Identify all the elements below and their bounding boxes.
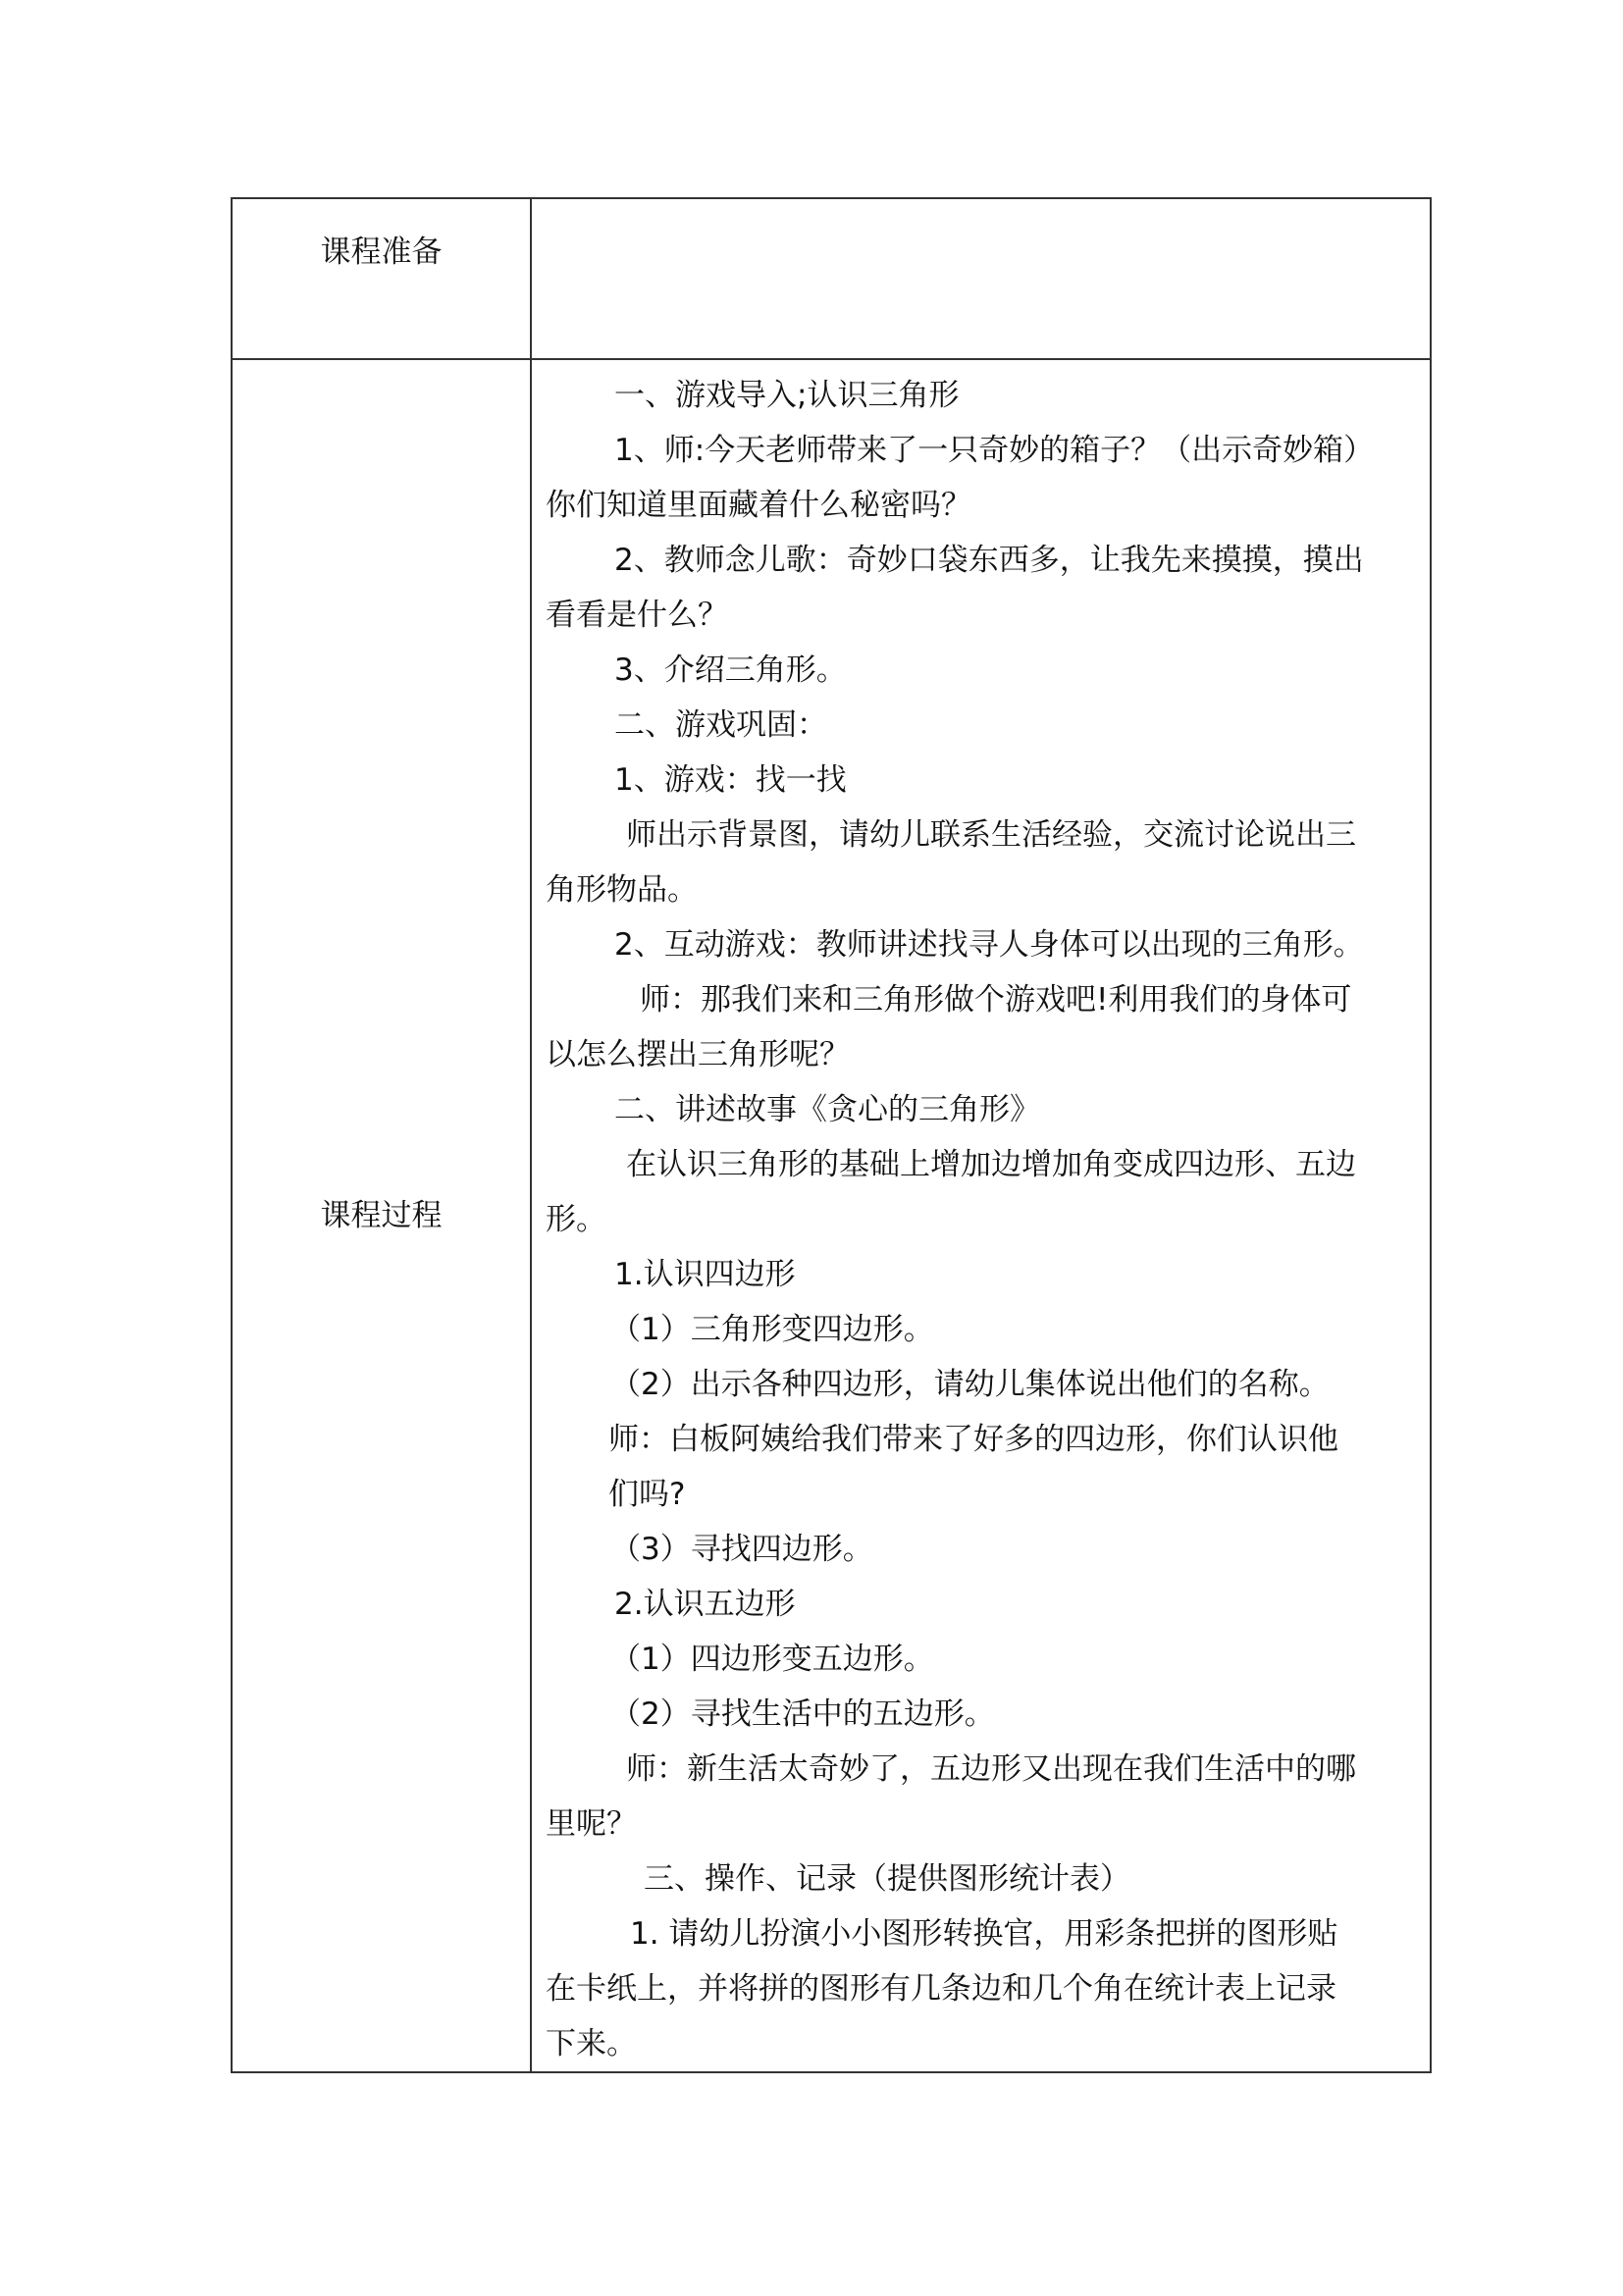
process-line: 看看是什么？: [546, 598, 728, 633]
process-line: 2.认识五边形: [614, 1587, 796, 1622]
process-line: （1）三角形变四边形。: [610, 1312, 934, 1347]
process-line: 2、互动游戏：教师讲述找寻人身体可以出现的三角形。: [614, 927, 1364, 963]
process-line: 你们知道里面藏着什么秘密吗？: [546, 488, 971, 523]
process-line: 1、师:今天老师带来了一只奇妙的箱子？（出示奇妙箱）: [614, 433, 1375, 468]
process-line: 2、教师念儿歌：奇妙口袋东西多，让我先来摸摸，摸出: [614, 543, 1364, 578]
course-preparation-content: [531, 198, 1431, 359]
process-line: 里呢？: [546, 1806, 637, 1842]
process-line: 师出示背景图，请幼儿联系生活经验，交流讨论说出三: [626, 817, 1356, 853]
process-line: 3、介绍三角形。: [614, 652, 847, 688]
process-line: （1）四边形变五边形。: [610, 1642, 934, 1677]
process-line: 1.认识四边形: [614, 1257, 796, 1292]
process-line: 1、游戏：找一找: [614, 762, 847, 798]
process-line: 师：那我们来和三角形做个游戏吧!利用我们的身体可: [640, 982, 1352, 1018]
process-line: 二、讲述故事《贪心的三角形》: [614, 1092, 1040, 1127]
process-line: 二、游戏巩固：: [614, 707, 827, 743]
process-line: 下来。: [546, 2026, 637, 2061]
process-line: （2）寻找生活中的五边形。: [610, 1696, 995, 1732]
process-line: 一、游戏导入;认识三角形: [614, 378, 960, 413]
course-process-row: [232, 359, 1431, 2072]
process-line: 们吗?: [608, 1477, 686, 1512]
process-line: 1. 请幼儿扮演小小图形转换官，用彩条把拼的图形贴: [630, 1916, 1338, 1952]
process-line: 师：新生活太奇妙了，五边形又出现在我们生活中的哪: [626, 1751, 1356, 1787]
course-preparation-label: 课程准备: [232, 198, 531, 359]
process-line: （2）出示各种四边形，请幼儿集体说出他们的名称。: [610, 1367, 1330, 1402]
course-process-label: 课程过程: [232, 359, 531, 2072]
course-preparation-row: [232, 198, 1431, 359]
lesson-plan-table: [231, 197, 1432, 2073]
process-line: 角形物品。: [546, 872, 698, 908]
process-line: 在卡纸上，并将拼的图形有几条边和几个角在统计表上记录: [546, 1971, 1336, 2007]
process-line: 形。: [546, 1202, 606, 1237]
process-line: 师：白板阿姨给我们带来了好多的四边形，你们认识他: [608, 1422, 1338, 1457]
process-line: 在认识三角形的基础上增加边增加角变成四边形、五边: [626, 1147, 1356, 1182]
course-process-content: [531, 359, 1431, 2072]
process-line: 三、操作、记录（提供图形统计表）: [644, 1861, 1130, 1897]
process-line: 以怎么摆出三角形呢？: [546, 1037, 850, 1072]
process-line: （3）寻找四边形。: [610, 1532, 873, 1567]
